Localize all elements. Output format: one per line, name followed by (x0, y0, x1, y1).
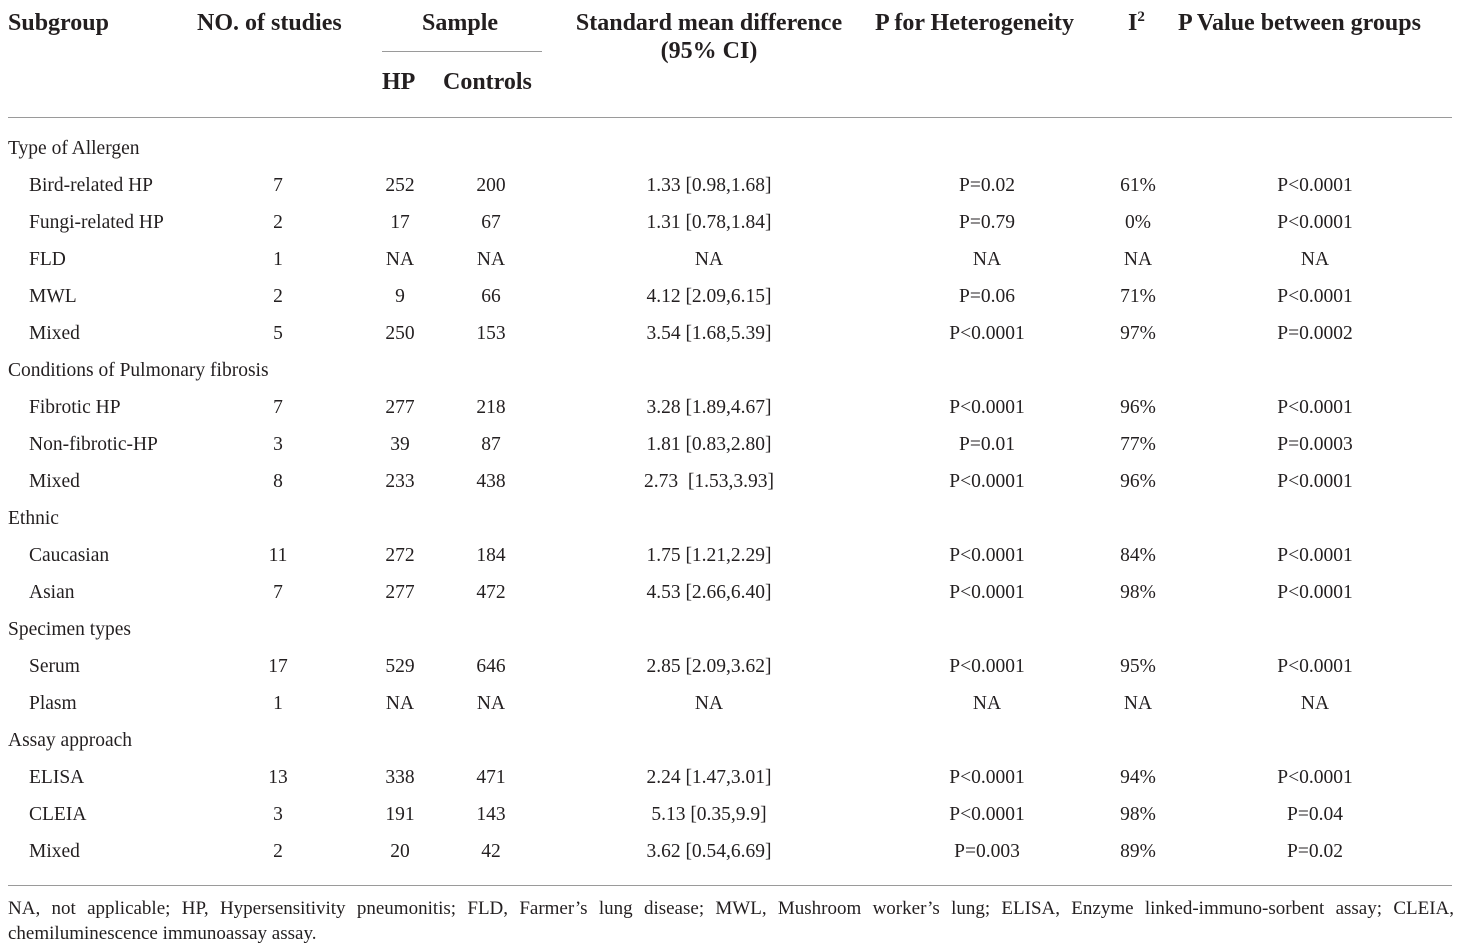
cell-controls: 200 (476, 175, 506, 196)
subgroup-label: Fibrotic HP (29, 397, 121, 418)
cell-p-between: P<0.0001 (1277, 471, 1353, 492)
table-row (0, 467, 1460, 497)
cell-p-between: P<0.0001 (1277, 397, 1353, 418)
cell-p-heterogeneity: P<0.0001 (949, 804, 1025, 825)
cell-smd: 5.13 [0.35,9.9] (651, 804, 767, 825)
cell-num-studies: 7 (273, 175, 283, 196)
cell-p-between: P=0.0002 (1277, 323, 1353, 344)
cell-hp: 277 (385, 582, 415, 603)
group-row (0, 356, 1460, 386)
cell-i2: 98% (1120, 804, 1156, 825)
header-smd-line2: (95% CI) (660, 38, 758, 64)
cell-num-studies: 1 (273, 693, 283, 714)
group-row (0, 134, 1460, 164)
cell-controls: 218 (476, 397, 506, 418)
cell-p-between: P<0.0001 (1277, 582, 1353, 603)
cell-p-between: P<0.0001 (1277, 656, 1353, 677)
table-row (0, 430, 1460, 460)
header-p-between: P Value between groups (1178, 10, 1421, 36)
cell-controls: NA (476, 693, 506, 714)
cell-p-heterogeneity: P<0.0001 (949, 471, 1025, 492)
cell-controls: 42 (481, 841, 501, 862)
subgroup-label: Fungi-related HP (29, 212, 164, 233)
cell-num-studies: 5 (273, 323, 283, 344)
table-row (0, 800, 1460, 830)
cell-i2: NA (1123, 249, 1153, 270)
group-label: Ethnic (8, 508, 59, 529)
header-sample: Sample (422, 10, 499, 36)
cell-controls: 67 (481, 212, 501, 233)
cell-i2: 94% (1120, 767, 1156, 788)
cell-hp: 233 (385, 471, 415, 492)
table-row (0, 208, 1460, 238)
table-row (0, 171, 1460, 201)
cell-p-heterogeneity: NA (972, 693, 1002, 714)
header-subgroup: Subgroup (8, 10, 109, 36)
cell-num-studies: 11 (268, 545, 288, 566)
cell-i2: 98% (1120, 582, 1156, 603)
cell-hp: 277 (385, 397, 415, 418)
header-i2 (1128, 9, 1145, 37)
cell-smd: 3.54 [1.68,5.39] (646, 323, 772, 344)
cell-controls: 646 (476, 656, 506, 677)
cell-smd: 3.62 [0.54,6.69] (646, 841, 772, 862)
cell-num-studies: 3 (273, 434, 283, 455)
header-smd (576, 9, 842, 65)
cell-p-heterogeneity: P=0.06 (959, 286, 1015, 307)
cell-p-heterogeneity: P<0.0001 (949, 767, 1025, 788)
cell-controls: 471 (476, 767, 506, 788)
cell-p-between: P=0.0003 (1277, 434, 1353, 455)
cell-num-studies: 2 (273, 212, 283, 233)
cell-controls: NA (476, 249, 506, 270)
cell-hp: 191 (385, 804, 415, 825)
table-row (0, 837, 1460, 867)
group-row (0, 615, 1460, 645)
cell-num-studies: 7 (273, 582, 283, 603)
cell-p-heterogeneity: P<0.0001 (949, 545, 1025, 566)
header-smd-line1: Standard mean difference (575, 10, 843, 36)
cell-i2: 96% (1120, 471, 1156, 492)
cell-p-heterogeneity: P=0.79 (959, 212, 1015, 233)
cell-hp: 338 (385, 767, 415, 788)
table-row (0, 652, 1460, 682)
subgroup-label: Serum (29, 656, 80, 677)
subgroup-label: Mixed (29, 323, 80, 344)
cell-p-heterogeneity: P<0.0001 (949, 656, 1025, 677)
cell-num-studies: 3 (273, 804, 283, 825)
cell-p-heterogeneity: P=0.003 (954, 841, 1020, 862)
table-row (0, 393, 1460, 423)
table-row (0, 689, 1460, 719)
cell-hp: NA (385, 693, 415, 714)
header-num-studies: NO. of studies (197, 10, 342, 36)
group-row (0, 726, 1460, 756)
cell-controls: 143 (476, 804, 506, 825)
subgroup-label: Plasm (29, 693, 77, 714)
header-hp: HP (382, 69, 416, 95)
subgroup-label: Non-fibrotic-HP (29, 434, 158, 455)
subgroup-label: Mixed (29, 471, 80, 492)
cell-hp: 39 (390, 434, 410, 455)
cell-p-between: NA (1300, 693, 1330, 714)
subgroup-label: Caucasian (29, 545, 110, 566)
cell-i2: 95% (1120, 656, 1156, 677)
cell-i2: 77% (1120, 434, 1156, 455)
cell-smd: 1.31 [0.78,1.84] (646, 212, 772, 233)
group-label: Type of Allergen (8, 138, 140, 159)
subgroup-label: MWL (29, 286, 77, 307)
subgroup-label: Mixed (29, 841, 80, 862)
group-row (0, 504, 1460, 534)
cell-hp: NA (385, 249, 415, 270)
cell-p-between: P<0.0001 (1277, 212, 1353, 233)
cell-num-studies: 7 (273, 397, 283, 418)
cell-controls: 472 (476, 582, 506, 603)
cell-smd: 4.12 [2.09,6.15] (646, 286, 772, 307)
cell-hp: 529 (385, 656, 415, 677)
cell-p-heterogeneity: P<0.0001 (949, 397, 1025, 418)
table-footnote: NA, not applicable; HP, Hypersensitivity pneumonitis; FLD, Farmer’s lung disease; MWL, Mushroom worker’s lung; ELISA, Enzyme linked-immuno-sorbent assay; CLEIA, chemiluminescence immunoassay assay. (8, 898, 1454, 944)
cell-hp: 20 (390, 841, 410, 862)
cell-smd: 2.24 [1.47,3.01] (646, 767, 772, 788)
cell-num-studies: 13 (268, 767, 288, 788)
cell-i2: 89% (1120, 841, 1156, 862)
cell-smd: 1.33 [0.98,1.68] (646, 175, 772, 196)
cell-i2: 96% (1120, 397, 1156, 418)
cell-num-studies: 1 (273, 249, 283, 270)
group-label: Assay approach (8, 730, 132, 751)
cell-num-studies: 17 (268, 656, 288, 677)
sample-header-rule (382, 51, 542, 52)
cell-p-between: P=0.02 (1287, 841, 1343, 862)
header-bottom-rule (8, 117, 1452, 118)
cell-hp: 250 (385, 323, 415, 344)
header-i2-base: I (1128, 10, 1138, 36)
subgroup-label: ELISA (29, 767, 85, 788)
subgroup-label: Asian (29, 582, 75, 603)
group-label: Conditions of Pulmonary fibrosis (8, 360, 269, 381)
cell-p-heterogeneity: NA (972, 249, 1002, 270)
cell-controls: 438 (476, 471, 506, 492)
cell-p-heterogeneity: P<0.0001 (949, 323, 1025, 344)
header-controls: Controls (443, 69, 532, 95)
cell-controls: 153 (476, 323, 506, 344)
cell-num-studies: 2 (273, 841, 283, 862)
cell-p-between: P<0.0001 (1277, 767, 1353, 788)
cell-i2: 0% (1125, 212, 1151, 233)
cell-p-between: P=0.04 (1287, 804, 1343, 825)
cell-p-between: P<0.0001 (1277, 175, 1353, 196)
cell-p-heterogeneity: P<0.0001 (949, 582, 1025, 603)
cell-smd: 2.85 [2.09,3.62] (646, 656, 772, 677)
cell-i2: 71% (1120, 286, 1156, 307)
cell-controls: 87 (481, 434, 501, 455)
cell-smd: 1.75 [1.21,2.29] (646, 545, 772, 566)
cell-p-between: NA (1300, 249, 1330, 270)
cell-smd: 3.28 [1.89,4.67] (646, 397, 772, 418)
table-row (0, 578, 1460, 608)
cell-i2: NA (1123, 693, 1153, 714)
cell-i2: 84% (1120, 545, 1156, 566)
cell-controls: 184 (476, 545, 506, 566)
cell-p-between: P<0.0001 (1277, 286, 1353, 307)
subgroup-label: Bird-related HP (29, 175, 154, 196)
header-i2-sup: 2 (1137, 9, 1145, 25)
cell-p-heterogeneity: P=0.02 (959, 175, 1015, 196)
subgroup-label: FLD (29, 249, 66, 270)
cell-p-between: P<0.0001 (1277, 545, 1353, 566)
table-row (0, 245, 1460, 275)
table-row (0, 541, 1460, 571)
cell-hp: 17 (390, 212, 410, 233)
cell-smd: NA (694, 693, 724, 714)
header-p-heterogeneity: P for Heterogeneity (875, 10, 1075, 36)
cell-i2: 61% (1120, 175, 1156, 196)
cell-smd: 4.53 [2.66,6.40] (646, 582, 772, 603)
group-label: Specimen types (8, 619, 131, 640)
table-bottom-rule (8, 885, 1452, 886)
table-row (0, 319, 1460, 349)
cell-hp: 9 (395, 286, 405, 307)
table-row (0, 763, 1460, 793)
cell-i2: 97% (1120, 323, 1156, 344)
cell-hp: 252 (385, 175, 415, 196)
cell-controls: 66 (481, 286, 501, 307)
cell-p-heterogeneity: P=0.01 (959, 434, 1015, 455)
cell-smd: 1.81 [0.83,2.80] (646, 434, 772, 455)
cell-num-studies: 8 (273, 471, 283, 492)
subgroup-label: CLEIA (29, 804, 87, 825)
cell-smd: NA (694, 249, 724, 270)
cell-smd: 2.73 [1.53,3.93] (644, 471, 774, 492)
table-row (0, 282, 1460, 312)
cell-num-studies: 2 (273, 286, 283, 307)
cell-hp: 272 (385, 545, 415, 566)
